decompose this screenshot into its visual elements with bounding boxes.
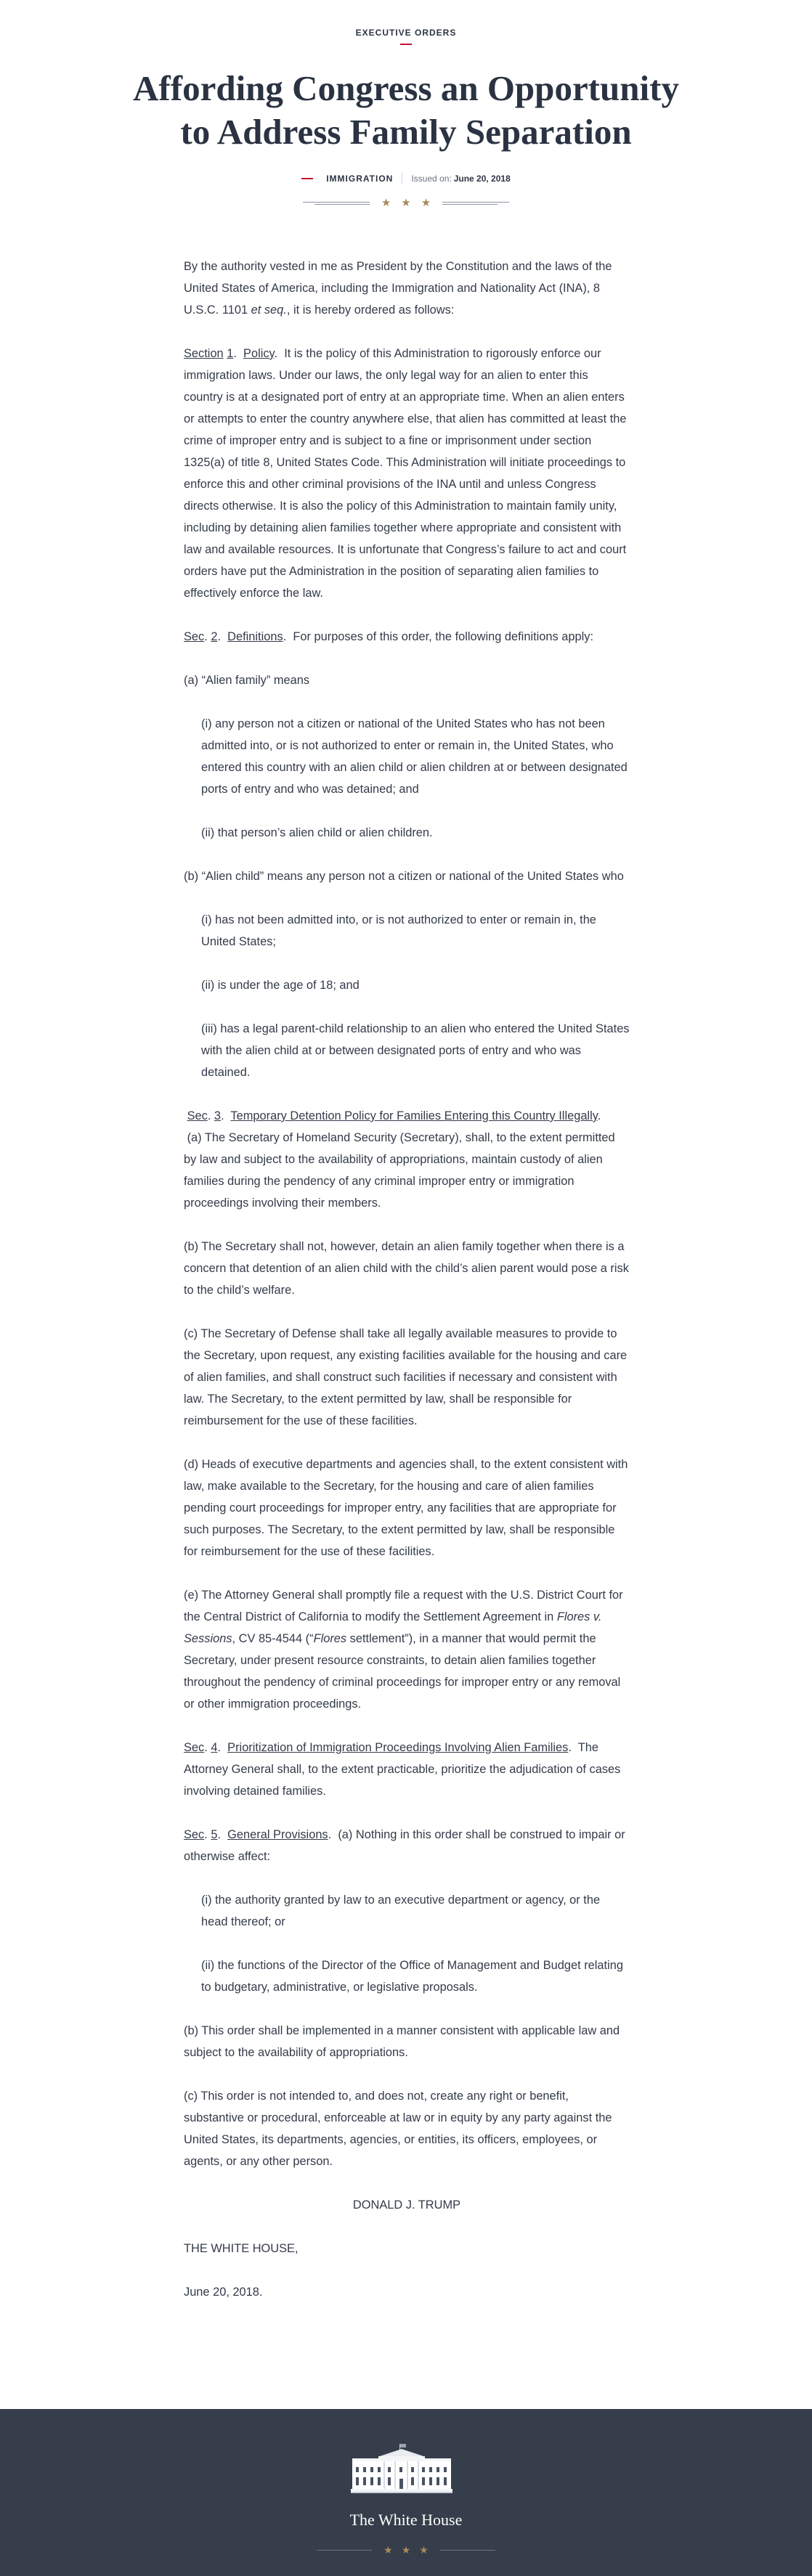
ornament-stars: [381, 196, 431, 211]
signing-date: June 20, 2018.: [184, 2286, 263, 2299]
star-icon: ★: [383, 2544, 393, 2556]
definition-a: (a) “Alien family” means: [184, 674, 310, 687]
section-3: Sec. 3. Temporary Detention Policy for Families Entering this Country Illegally. (a) The Secretary of Homeland Security (Secretary), shall, to the extent permitted by law and subject to the availability of appropriations, maintain custody of alien families during the pendency of any criminal improper entry or immigration proceedings involving their members.: [184, 1109, 615, 1210]
section-heading: Temporary Detention Policy for Families Entering this Country Illegally: [230, 1109, 598, 1122]
section-4: Sec. 4. Prioritization of Immigration Proceedings Involving Alien Families. The Attorney General shall, to the extent practicable, prioritize the adjudication of cases involving detained families.: [184, 1741, 621, 1798]
page-header: [0, 0, 812, 211]
article-meta: [0, 173, 812, 184]
section-number: 3: [214, 1109, 222, 1122]
signing-place: THE WHITE HOUSE,: [184, 2242, 299, 2255]
section-1: Section 1. Policy. It is the policy of this Administration to rigorously enforce our immigration laws. Under our laws, the only legal way for an alien to enter this country is at a designated port of entry at an appropriate time. When an alien enters or attempts to enter the country anywhere else, that alien has committed at least the crime of improper entry and is subject to a fine or imprisonment under section 1325(a) of title 8, United States Code. This Administration will initiate proceedings to enforce this and other criminal provisions of the INA until and unless Congress directs otherwise. It is also the policy of this Administration to maintain family unity, including by detaining alien families together where appropriate and consistent with law and available resources. It is unfortunate that Congress’s failure to act and court orders have put the Administration in the position of separating alien families to effectively enforce the law.: [184, 347, 627, 600]
signature: DONALD J. TRUMP: [352, 2198, 461, 2212]
section-label: Sec: [187, 1109, 208, 1122]
ornament-lines-right: [442, 200, 509, 206]
section-heading: Definitions: [227, 630, 283, 643]
ornament-lines-left: [303, 200, 370, 206]
definition-b: (b) “Alien child” means any person not a citizen or national of the United States who: [184, 870, 624, 883]
definition-a-i: (i) any person not a citizen or national of the United States who has not been admitted into, or is not authorized to enter or remain in, the United States, who entered this country with an alien child or alien children at or between designated ports of entry and who was detained; and: [201, 717, 628, 796]
issued-date: June 20, 2018: [453, 174, 511, 184]
eyebrow-accent-bar: [400, 44, 412, 45]
section-5-b: (b) This order shall be implemented in a manner consistent with applicable law and subject to the availability of appropriations.: [184, 2024, 620, 2059]
section-3-c: (c) The Secretary of Defense shall take all legally available measures to provide to the Secretary, upon request, any existing facilities available for the housing and care of alien families, and shall construct such facilities if necessary and consistent with law. The Secretary, to the extent permitted by law, shall be responsible for reimbursement for the use of these facilities.: [184, 1327, 628, 1427]
category-link[interactable]: IMMIGRATION: [326, 174, 394, 184]
section-heading: General Provisions: [227, 1828, 328, 1841]
definition-b-iii: (iii) has a legal parent-child relationship to an alien who entered the United States with the alien child at or between designated ports of entry and who was detained.: [201, 1022, 630, 1079]
section-heading: Prioritization of Immigration Proceedings Involving Alien Families: [227, 1741, 569, 1754]
section-number: 1: [227, 347, 234, 360]
section-5-a-i: (i) the authority granted by law to an executive department or agency, or the head thereof; or: [201, 1894, 601, 1928]
section-label: Sec: [184, 1828, 205, 1841]
definition-b-ii: (ii) is under the age of 18; and: [201, 979, 360, 992]
star-icon: ★: [419, 2544, 429, 2556]
site-footer: [0, 2409, 812, 2576]
section-3-b: (b) The Secretary shall not, however, detain an alien family together when there is a concern that detention of an alien child with the child’s alien parent would pose a risk to the child’s welfare.: [184, 1240, 629, 1297]
executive-order-body: [182, 256, 630, 2303]
section-5-a-ii: (ii) the functions of the Director of the Office of Management and Budget relating to budgetary, administrative, or legislative proposals.: [201, 1959, 623, 1994]
section-5: Sec. 5. General Provisions. (a) Nothing in this order shall be construed to impair or otherwise affect:: [184, 1828, 625, 1863]
section-label: Section: [184, 347, 224, 360]
section-3-d: (d) Heads of executive departments and agencies shall, to the extent consistent with law, make available to the Secretary, for the housing and care of alien families pending court proceedings for improper entry, any facilities that are appropriate for such purposes. The Secretary, to the extent permitted by law, shall be responsible for reimbursement for the use of these facilities.: [184, 1458, 628, 1558]
section-eyebrow-link[interactable]: EXECUTIVE ORDERS: [355, 28, 457, 38]
category-accent-dash: [301, 178, 313, 179]
footer-stars: [383, 2544, 429, 2556]
star-icon: ★: [401, 197, 411, 209]
section-label: Sec: [184, 630, 205, 643]
star-icon: ★: [381, 197, 391, 209]
section-label: Sec: [184, 1741, 205, 1754]
section-heading: Policy: [243, 347, 275, 360]
star-icon: ★: [421, 197, 431, 209]
ornament-line-left: [317, 2550, 372, 2551]
page-title: Affording Congress an Opportunity to Address Family Separation: [133, 68, 679, 152]
footer-site-title[interactable]: The White House: [349, 2511, 463, 2529]
section-number: 5: [211, 1828, 218, 1841]
footer-ornament: [0, 2544, 812, 2556]
issued-label: Issued on:: [411, 174, 452, 184]
white-house-building-icon[interactable]: [351, 2442, 452, 2495]
section-number: 2: [211, 630, 218, 643]
ornament-line-right: [440, 2550, 495, 2551]
star-icon: ★: [401, 2544, 411, 2556]
section-5-c: (c) This order is not intended to, and does not, create any right or benefit, substantive or procedural, enforceable at law or in equity by any party against the United States, its departments, agencies, or entities, its officers, employees, or agents, or any other person.: [184, 2090, 612, 2168]
section-2: Sec. 2. Definitions. For purposes of this order, the following definitions apply:: [184, 630, 593, 643]
section-3-e: (e) The Attorney General shall promptly file a request with the U.S. District Court for the Central District of California to modify the Settlement Agreement in Flores v. Sessions, CV 85-4544 (“Flores settlement”), in a manner that would permit the Secretary, under present resource constraints, to detain alien families together throughout the pendency of criminal proceedings for improper entry or any removal or other immigration proceedings.: [184, 1589, 623, 1711]
definition-a-ii: (ii) that person’s alien child or alien children.: [201, 826, 433, 839]
header-ornament: [0, 196, 812, 211]
section-number: 4: [211, 1741, 218, 1754]
intro-paragraph: By the authority vested in me as President by the Constitution and the laws of the United States of America, including the Immigration and Nationality Act (INA), 8 U.S.C. 1101 et seq., it is hereby ordered as follows:: [184, 260, 612, 317]
definition-b-i: (i) has not been admitted into, or is not authorized to enter or remain in, the United States;: [201, 913, 596, 948]
